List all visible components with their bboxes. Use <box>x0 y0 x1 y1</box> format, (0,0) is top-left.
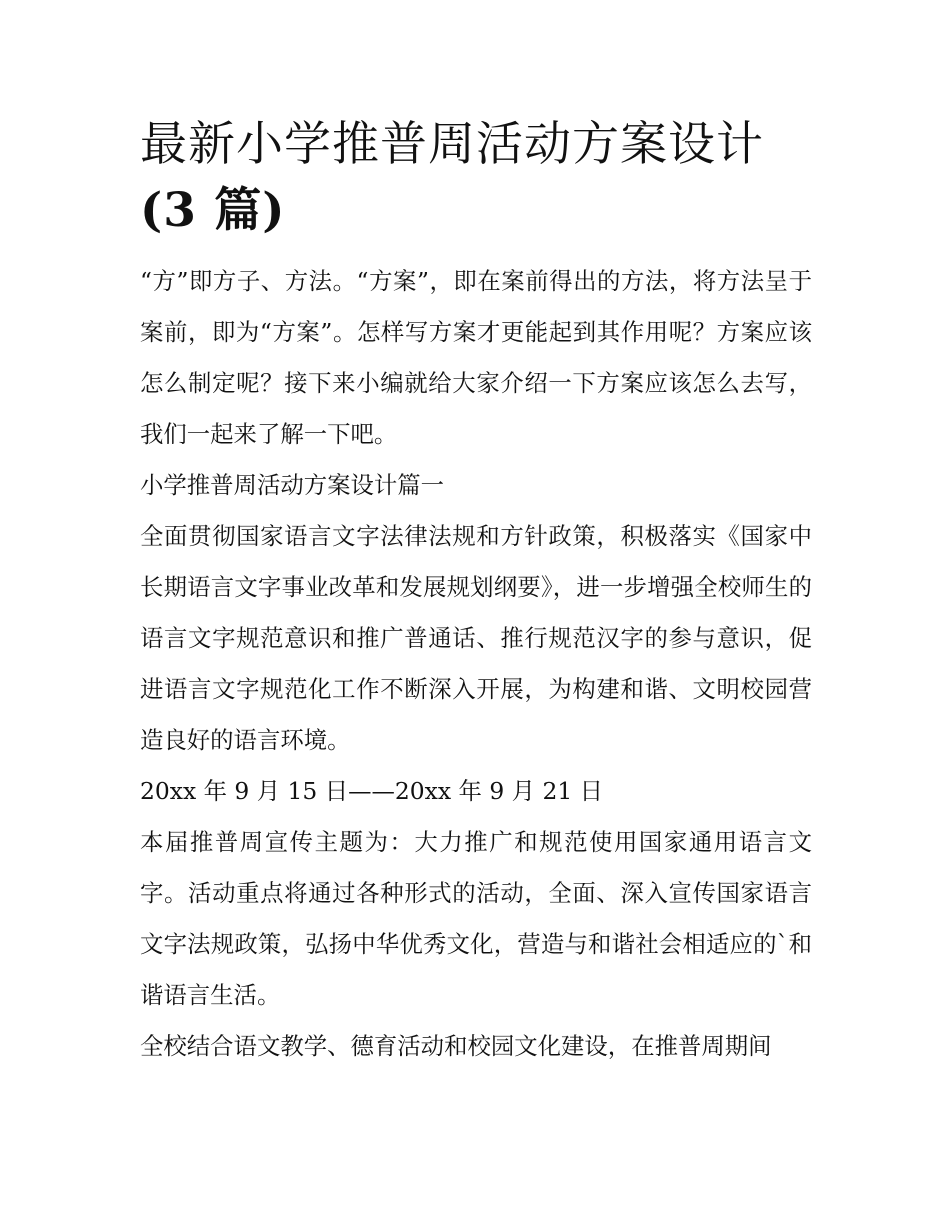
section-heading: 小学推普周活动方案设计篇一 <box>140 471 445 499</box>
document-title <box>140 112 812 244</box>
document-page <box>140 112 812 1072</box>
date-range: 20xx 年 9 月 15 日——20xx 年 9 月 21 日 <box>140 777 604 805</box>
theme-paragraph: 本届推普周宣传主题为：大力推广和规范使用国家通用语言文字。活动重点将通过各种形式的活动，全面、深入宣传国家语言文字法规政策，弘扬中华优秀文化，营造与和谐社会相适应的`和谐语言生活。 <box>140 828 812 1009</box>
title-main: 最新小学推普周活动方案设计 <box>140 117 764 172</box>
activity-paragraph: 全校结合语文教学、德育活动和校园文化建设，在推普周期间 <box>140 1032 772 1060</box>
title-sub: (3 篇) <box>140 183 286 238</box>
intro-paragraph: “方”即方子、方法。“方案”，即在案前得出的方法，将方法呈于案前，即为“方案”。怎样写方案才更能起到其作用呢？方案应该怎么制定呢？接下来小编就给大家介绍一下方案应该怎么去写，我们一起来了解一下吧。 <box>140 267 812 448</box>
purpose-paragraph: 全面贯彻国家语言文字法律法规和方针政策，积极落实《国家中长期语言文字事业改革和发展规划纲要》，进一步增强全校师生的语言文字规范意识和推广普通话、推行规范汉字的参与意识，促进语言文字规范化工作不断深入开展，为构建和谐、文明校园营造良好的语言环境。 <box>140 522 812 754</box>
